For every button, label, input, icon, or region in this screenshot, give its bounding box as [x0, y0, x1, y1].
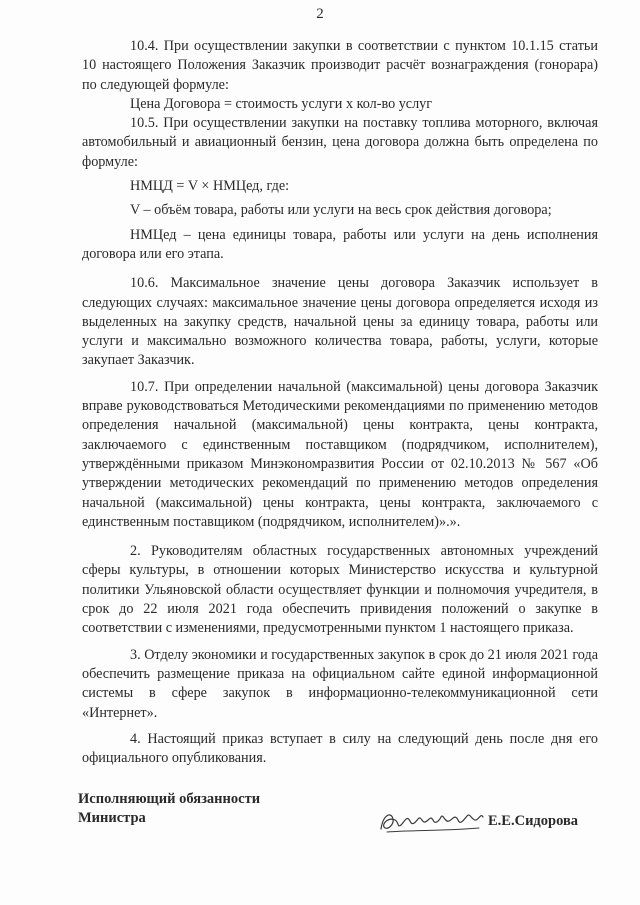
document-body	[82, 37, 598, 768]
handwritten-signature	[375, 801, 490, 837]
signatory-name: Е.Е.Сидорова	[488, 813, 579, 829]
signatory-title-line2: Министра	[78, 810, 146, 826]
paragraph-4: 4. Настоящий приказ вступает в силу на следующий день после дня его официального опубликования.	[82, 730, 598, 767]
definition-nmced: НМЦед – цена единицы товара, работы или услуги на день исполнения договора или его этапа.	[82, 226, 598, 262]
definition-v: V – объём товара, работы или услуги на весь срок действия договора;	[130, 202, 552, 219]
paragraph-2: 2. Руководителям областных государственных автономных учреждений сферы культуры, в отношении которых Министерство искусства и культурной политики Ульяновской области осуществляет функции и полномочия учредителя, в срок до 22 июля 2021 года обеспечить привидения положений о закупке в соответствии с изменениями, предусмотренными пунктом 1 настоящего приказа.	[82, 543, 598, 637]
paragraph-10-6: 10.6. Максимальное значение цены договора Заказчик использует в следующих случаях: максимальное значение цены договора определяется исходя из выделенных на закупку средств, начальной цены за единицу товара, работы или услуги и максимально возможного количества товара, работы, услуги, которые закупает Заказчик.	[82, 275, 598, 369]
formula-nmcd: НМЦД = V × НМЦед, где:	[130, 178, 290, 195]
paragraph-10-5: 10.5. При осуществлении закупки на поставку топлива моторного, включая автомобильный и авиационный бензин, цена договора должна быть определена по формуле:	[82, 115, 598, 170]
formula-contract-price: Цена Договора = стоимость услуги х кол-во услуг	[130, 95, 433, 112]
paragraph-3: 3. Отделу экономики и государственных закупок в срок до 21 июля 2021 года обеспечить размещение приказа на официальном сайте единой информационной системы в сфере закупок в информационно-телекоммуникационной сети «Интернет».	[82, 646, 598, 721]
signatory-title-line1: Исполняющий обязанности	[78, 791, 261, 807]
page-number: 2	[316, 6, 324, 22]
paragraph-10-4: 10.4. При осуществлении закупки в соответствии с пунктом 10.1.15 статьи 10 настоящего Положения Заказчик производит расчёт вознаграждения (гонорара) по следующей формуле:	[82, 38, 598, 93]
paragraph-10-7: 10.7. При определении начальной (максимальной) цены договора Заказчик вправе руководствоваться Методическими рекомендациями по применению методов определения начальной (максимальной) цены контракта, цены контракта, заключаемого с единственным поставщиком (подрядчиком, исполнителем), утверждёнными приказом Минэкономразвития России от 02.10.2013 № 567 «Об утверждении методических рекомендаций по применению методов определения начальной (максимальной) цены контракта, цены контракта, заключаемого с единственным поставщиком (подрядчиком, исполнителем)».».	[82, 378, 598, 530]
